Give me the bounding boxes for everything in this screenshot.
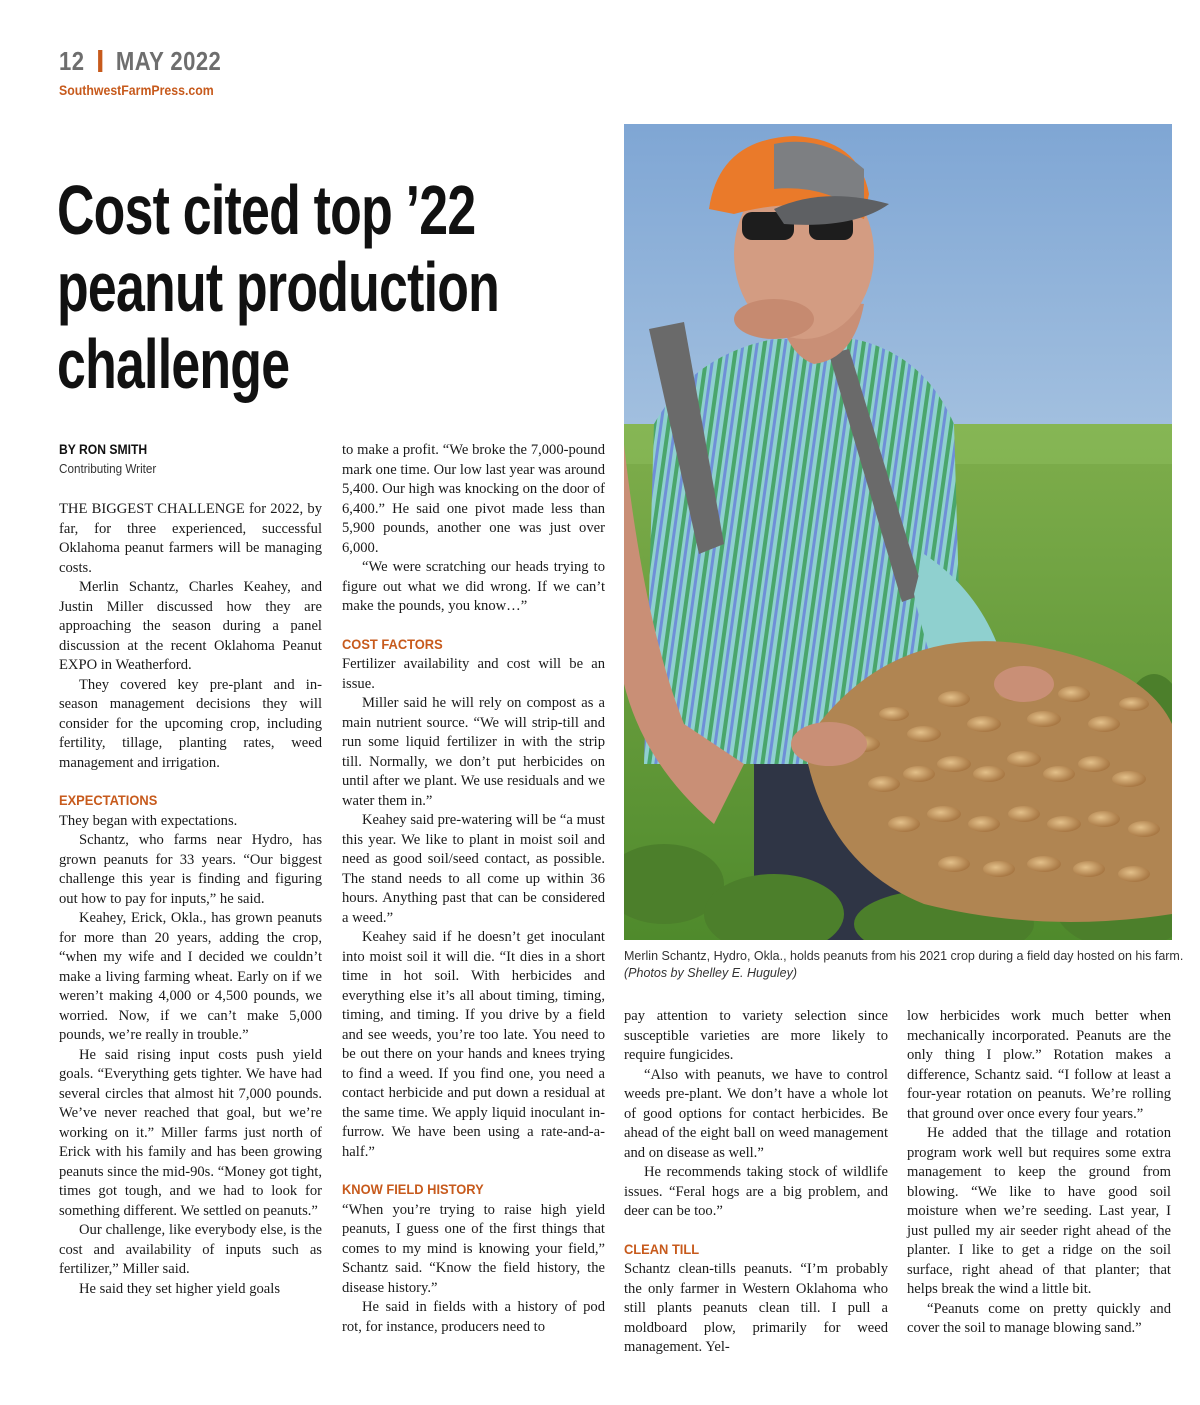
body-paragraph: Schantz clean-tills peanuts. “I’m probably the only farmer in Western Oklahoma who still plants peanuts clean till. I pull a moldboard plow, primarily for weed management. Yel-	[624, 1261, 888, 1355]
body-paragraph: He added that the tillage and rotation program work well but requires some extra management to keep the ground from blowing. “We like to have good soil moisture when we’re seeding. Last year, I just pulled my air seeder right ahead of the planter. I like to get a ridge on the soil surface, right ahead of that planter; that helps break the wind a little bit.	[907, 1125, 1171, 1297]
photo-caption	[624, 948, 1184, 982]
body-paragraph: Our challenge, like everybody else, is the cost and availability of inputs such as fertilizer,” Miller said.	[59, 1222, 322, 1277]
photo-credit: (Photos by Shelley E. Huguley)	[624, 966, 798, 980]
body-paragraph: He recommends taking stock of wildlife issues. “Feral hogs are a big problem, and deer can be too.”	[624, 1164, 888, 1219]
caption-text: Merlin Schantz, Hydro, Okla., holds peanuts from his 2021 crop during a field day hosted on his farm.	[624, 949, 1184, 963]
issue-date: MAY 2022	[115, 46, 222, 76]
body-paragraph: He said in fields with a history of pod rot, for instance, producers need to	[342, 1299, 605, 1335]
body-paragraph: Miller said he will rely on compost as a main nutrient source. “We will strip-till and run some liquid fertilizer in with the strip till. Normally, we don’t put herbicides on until after we plant. We use residuals and we water them in.”	[342, 695, 605, 809]
headline-line-2: peanut production	[57, 248, 500, 326]
headline-line-3: challenge	[57, 325, 290, 403]
body-paragraph: pay attention to variety selection since susceptible varieties are more likely to require fungicides.	[624, 1008, 888, 1063]
article-column-4	[907, 1007, 1171, 1339]
body-paragraph: “We were scratching our heads trying to figure out what we did wrong. If we can’t make the pounds, you know…”	[342, 559, 605, 614]
folio-divider	[98, 50, 102, 72]
body-paragraph: “When you’re trying to raise high yield peanuts, I guess one of the first things that comes to my mind is knowing your field,” Schantz said. “Know the field history, the disease history.”	[342, 1201, 605, 1296]
article-column-3	[624, 1007, 888, 1358]
body-paragraph: They covered key pre-plant and in-season management decisions they will consider for the upcoming crop, including fertility, tillage, planting rates, weed management and irrigation.	[59, 676, 322, 771]
section-subhead: KNOW FIELD HISTORY	[342, 1181, 484, 1197]
body-paragraph: Schantz, who farms near Hydro, has grown peanuts for 33 years. “Our biggest challenge this year is finding and figuring out how to pay for inputs,” he said.	[59, 832, 322, 907]
body-paragraph: He said rising input costs push yield goals. “Everything gets tighter. We have had several circles that almost hit 7,000 pounds. We’ve never reached that goal, but we’re working on it.” Miller farms just north of Erick with his family and has been growing peanuts since the mid-90s. “Money got tight, times got tough, and we had to look for something different. We settled on peanuts.”	[59, 1046, 322, 1219]
body-paragraph: Keahey, Erick, Okla., has grown peanuts for more than 20 years, adding the crop, “when my wife and I decided we couldn’t make a living farming wheat. Early on if we weren’t making 4,000 or 4,500 pounds, we worried. Now, if we can’t make 5,000 pounds, we’re really in trouble.”	[59, 910, 322, 1043]
site-url[interactable]: SouthwestFarmPress.com	[59, 82, 214, 98]
article-column-1	[59, 500, 322, 1299]
section-subhead: EXPECTATIONS	[59, 792, 158, 808]
section-subhead: COST FACTORS	[342, 635, 443, 652]
headline	[57, 172, 501, 403]
body-paragraph: “Also with peanuts, we have to control weeds pre-plant. We don’t have a whole lot of good options for contact herbicides. Be ahead of the eight ball on weed management and on disease as well.”	[624, 1066, 888, 1161]
section-subhead: CLEAN TILL	[624, 1240, 700, 1257]
article-column-2	[342, 441, 605, 1337]
byline: BY RON SMITH	[59, 442, 148, 457]
byline-role: Contributing Writer	[59, 461, 157, 476]
body-paragraph: Keahey said if he doesn’t get inoculant into moist soil it will die. “It dies in a short time in hot soil. With herbicides and everything else it’s all about timing, timing, timing, and timing. If you drive by a field and see weeds, you’re too late. You need to be out there on your hands and knees trying to find a weed. If you find one, you need a contact herbicide and put down a residual at the same time. We apply liquid inoculant in-furrow. We have been using a rate-and-a-half.”	[342, 929, 605, 1160]
body-paragraph: to make a profit. “We broke the 7,000-pound mark one time. Our low last year was around 5,400. Our high was knocking on the door of 6,400.” He said one pivot made less than 5,900 pounds, another one was just over 6,000.	[342, 442, 606, 556]
farmer-peanut-photo	[624, 124, 1172, 940]
body-paragraph: He said they set higher yield goals	[79, 1280, 281, 1297]
body-paragraph: They began with expectations.	[59, 812, 238, 829]
body-paragraph: “Peanuts come on pretty quickly and cover the soil to manage blowing sand.”	[907, 1300, 1171, 1336]
page-folio	[59, 46, 221, 77]
body-paragraph: THE BIGGEST CHALLENGE for 2022, by far, for three experienced, successful Oklahoma peanut farmers will be managing costs.	[59, 501, 322, 576]
body-paragraph: Keahey said pre-watering will be “a must this year. We like to plant in moist soil and need as good soil/seed contact, as possible. The stand needs to all come up within 36 hours. Anything past that can be considered a weed.”	[342, 812, 605, 926]
body-paragraph: low herbicides work much better when mechanically incorporated. Peanuts are the only thing I plow.” Rotation makes a difference, Schantz said. “I follow at least a four-year rotation on peanuts. We’re rolling that ground over once every four years.”	[907, 1008, 1171, 1122]
body-paragraph: Merlin Schantz, Charles Keahey, and Justin Miller discussed how they are approaching the season during a panel discussion at the recent Oklahoma Peanut EXPO in Weatherford.	[59, 579, 322, 673]
body-paragraph: Fertilizer availability and cost will be an issue.	[342, 656, 605, 692]
page-number: 12	[59, 46, 85, 76]
headline-line-1: Cost cited top ’22	[57, 171, 476, 249]
